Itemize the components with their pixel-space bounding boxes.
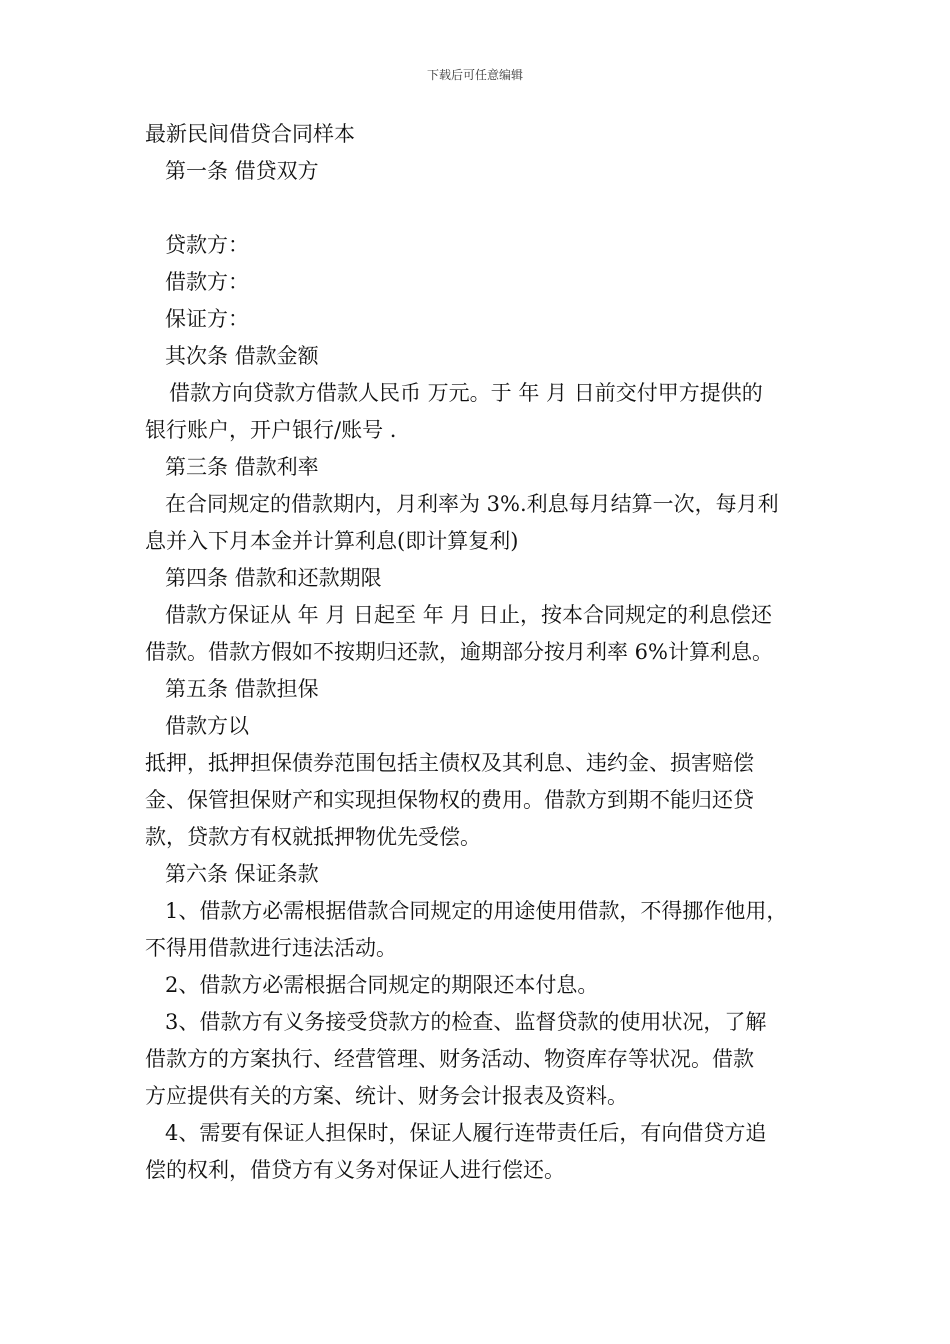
list-item-line: 1、借款方必需根据借款合同规定的用途使用借款，不得挪作他用， bbox=[165, 899, 788, 923]
article-heading-2: 其次条 借款金额 bbox=[165, 344, 319, 368]
article-heading-4: 第四条 借款和还款期限 bbox=[165, 566, 382, 590]
paragraph-line: 息并入下月本金并计算利息(即计算复利) bbox=[145, 529, 519, 553]
paragraph-line: 抵押，抵押担保债券范围包括主债权及其利息、违约金、损害赔偿 bbox=[145, 751, 754, 775]
borrower-field: 借款方： bbox=[165, 270, 249, 294]
list-item-line: 借款方的方案执行、经营管理、财务活动、物资库存等状况。借款 bbox=[145, 1047, 754, 1071]
list-item-line: 2、借款方必需根据合同规定的期限还本付息。 bbox=[165, 973, 599, 997]
article-heading-6: 第六条 保证条款 bbox=[165, 862, 319, 886]
list-item-line: 3、借款方有义务接受贷款方的检查、监督贷款的使用状况，了解 bbox=[165, 1010, 767, 1034]
guarantor-field: 保证方： bbox=[165, 307, 249, 331]
paragraph-line: 银行账户，开户银行/账号 . bbox=[145, 418, 397, 442]
article-heading-3: 第三条 借款利率 bbox=[165, 455, 319, 479]
article-heading-1: 第一条 借贷双方 bbox=[165, 159, 319, 183]
blank-line bbox=[145, 190, 835, 227]
paragraph-line: 款，贷款方有权就抵押物优先受偿。 bbox=[145, 825, 481, 849]
paragraph-line: 借款方以 bbox=[165, 714, 249, 738]
paragraph-line: 借款方向贷款方借款人民币 万元。于 年 月 日前交付甲方提供的 bbox=[169, 381, 763, 405]
list-item-line: 不得用借款进行违法活动。 bbox=[145, 936, 397, 960]
paragraph-line: 借款。借款方假如不按期归还款，逾期部分按月利率 6%计算利息。 bbox=[145, 640, 773, 664]
article-heading-5: 第五条 借款担保 bbox=[165, 677, 319, 701]
list-item-line: 4、需要有保证人担保时，保证人履行连带责任后，有向借贷方追 bbox=[165, 1121, 767, 1145]
document-title: 最新民间借贷合同样本 bbox=[145, 122, 355, 146]
list-item-line: 偿的权利，借贷方有义务对保证人进行偿还。 bbox=[145, 1158, 565, 1182]
document-body bbox=[145, 116, 835, 1189]
header-note: 下载后可任意编辑 bbox=[426, 68, 523, 82]
paragraph-line: 金、保管担保财产和实现担保物权的费用。借款方到期不能归还贷 bbox=[145, 788, 754, 812]
lender-field: 贷款方： bbox=[165, 233, 249, 257]
paragraph-line: 在合同规定的借款期内，月利率为 3%.利息每月结算一次，每月利 bbox=[165, 492, 779, 516]
paragraph-line: 借款方保证从 年 月 日起至 年 月 日止，按本合同规定的利息偿还 bbox=[165, 603, 773, 627]
list-item-line: 方应提供有关的方案、统计、财务会计报表及资料。 bbox=[145, 1084, 628, 1108]
